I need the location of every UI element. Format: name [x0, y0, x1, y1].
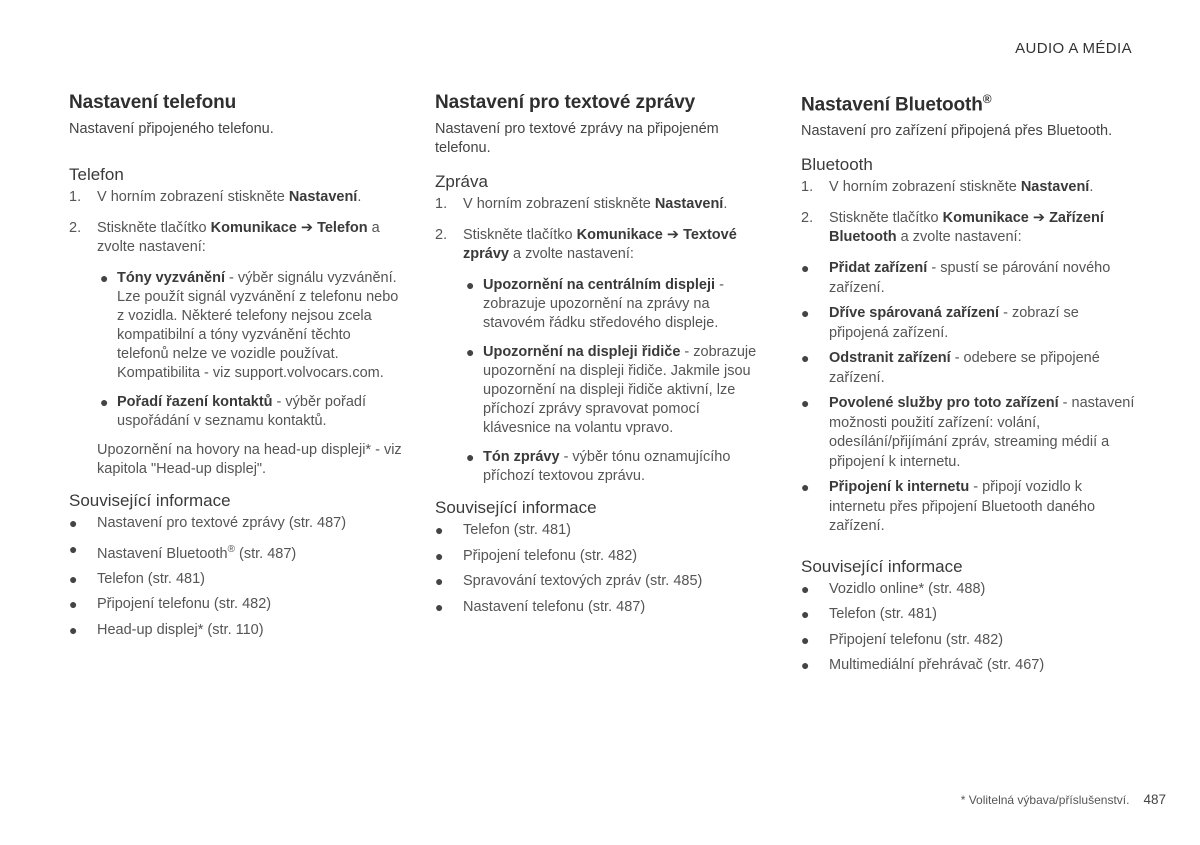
column-phone-settings	[69, 92, 404, 646]
step-number: 2.	[69, 220, 82, 236]
step-end: a zvolte nastavení:	[896, 229, 1022, 246]
related-title: Související informace	[435, 498, 597, 517]
option-item	[801, 394, 1136, 472]
bullet-icon: ●	[435, 547, 444, 564]
related-link[interactable]: ● Head-up displej* (str. 110)	[69, 621, 264, 638]
steps-list	[69, 188, 404, 479]
option-item	[463, 343, 770, 438]
step-number: 1.	[69, 189, 82, 205]
bullet-icon: ●	[100, 394, 109, 410]
section-header: AUDIO A MÉDIA	[1015, 40, 1132, 57]
bullet-icon: ●	[801, 606, 810, 623]
step-number: 1.	[801, 179, 814, 196]
option-text: - zobrazí se připojená zařízení.	[829, 305, 1079, 341]
step-end: a zvolte nastavení:	[508, 246, 634, 262]
step-bold: Nastavení	[654, 196, 724, 212]
related-link[interactable]: ● Připojení telefonu (str. 482)	[435, 547, 638, 564]
option-bold: Odstranit zařízení	[829, 350, 951, 367]
option-text: - výběr tónu oznamujícího příchozí textovou zprávu.	[483, 449, 731, 484]
option-item	[97, 269, 404, 383]
related-link[interactable]: ● Nastavení telefonu (str. 487)	[435, 598, 646, 615]
bullet-icon: ●	[801, 631, 810, 648]
related-link[interactable]: ● Nastavení Bluetooth® (str. 487)	[69, 540, 297, 562]
option-text: - výběr pořadí uspořádání v seznamu kontaktů.	[117, 394, 367, 429]
bullet-icon: ●	[466, 344, 475, 360]
step-item	[69, 219, 404, 479]
bullet-icon: ●	[801, 580, 810, 597]
step-bold: Komunikace ➔ Telefon	[210, 220, 368, 236]
bullet-icon: ●	[69, 621, 78, 638]
steps-list	[801, 178, 1136, 247]
option-text: - odebere se připojené zařízení.	[829, 350, 1100, 386]
page-number: 487	[1143, 792, 1166, 807]
step-bold: Komunikace ➔ Zařízení Bluetooth	[829, 210, 1104, 246]
option-bold: Povolené služby pro toto zařízení	[829, 395, 1059, 412]
step-item	[435, 226, 770, 486]
page-title: Nastavení telefonu	[69, 92, 237, 113]
step-end: .	[723, 196, 728, 212]
step-item	[801, 209, 1136, 247]
option-text: - spustí se párování nového zařízení.	[829, 260, 1111, 296]
option-item	[801, 349, 1136, 388]
subsection-title: Bluetooth	[801, 155, 873, 175]
step-text: V horním zobrazení stiskněte	[463, 196, 655, 212]
related-title: Související informace	[801, 556, 963, 576]
footnote: * Volitelná výbava/příslušenství.	[960, 793, 1130, 807]
related-title: Související informace	[69, 491, 231, 510]
bullet-icon: ●	[435, 573, 444, 589]
bullet-icon: ●	[69, 540, 78, 557]
option-bold: Přidat zařízení	[829, 260, 928, 277]
subsection-title: Zpráva	[435, 172, 488, 191]
option-bold: Upozornění na centrálním displeji	[483, 277, 716, 293]
option-bold: Tóny vyzvánění	[117, 270, 225, 286]
step-bold: Komunikace ➔ Textové zprávy	[463, 227, 737, 262]
option-text: - zobrazuje upozornění na zprávy na stavovém řádku středového displeje.	[483, 277, 724, 331]
bullet-icon: ●	[69, 596, 78, 613]
related-link[interactable]: ● Připojení telefonu (str. 482)	[69, 596, 272, 613]
related-link[interactable]: ● Vozidlo online* (str. 488)	[801, 580, 986, 597]
option-text: - nastavení možnosti použití zařízení: volání, odesílání/přijímání zpráv, streaming médií a připojení k internetu.	[829, 395, 1135, 470]
related-link[interactable]: ● Nastavení pro textové zprávy (str. 487)	[69, 515, 347, 531]
bullet-icon: ●	[466, 449, 475, 465]
step-bold: Nastavení	[288, 189, 358, 205]
option-bold: Připojení k internetu	[829, 479, 970, 496]
page-title: Nastavení pro textové zprávy	[435, 92, 696, 113]
subsection-title: Telefon	[69, 165, 124, 184]
related-link[interactable]: ● Multimediální přehrávač (str. 467)	[801, 657, 1045, 674]
related-link[interactable]: ● Spravování textových zpráv (str. 485)	[435, 573, 703, 589]
step-number: 2.	[801, 210, 814, 227]
page-title: Nastavení Bluetooth®	[801, 92, 992, 116]
related-list	[801, 580, 1136, 676]
intro-text: Nastavení pro textové zprávy na připojeném telefonu.	[435, 121, 719, 156]
option-item	[801, 259, 1136, 298]
option-item	[463, 448, 770, 486]
intro-text: Nastavení připojeného telefonu.	[69, 121, 274, 137]
step-bold: Nastavení	[1020, 179, 1090, 196]
related-link[interactable]: ● Telefon (str. 481)	[435, 522, 571, 538]
note-text: Upozornění na hovory na head-up displeji* - viz kapitola "Head-up displej".	[97, 442, 402, 477]
bullet-icon: ●	[801, 260, 810, 277]
step-number: 1.	[435, 196, 448, 212]
option-bold: Tón zprávy	[483, 449, 560, 465]
page-footer	[961, 792, 1166, 807]
related-link[interactable]: ● Telefon (str. 481)	[801, 606, 937, 623]
bullet-icon: ●	[69, 515, 78, 531]
bullet-icon: ●	[435, 522, 444, 538]
step-end: .	[357, 189, 362, 205]
step-text: Stiskněte tlačítko	[97, 220, 211, 236]
column-text-message-settings	[435, 92, 770, 623]
option-bold: Pořadí řazení kontaktů	[117, 394, 273, 410]
bullet-icon: ●	[801, 305, 810, 322]
step-item	[69, 188, 404, 207]
step-text: V horním zobrazení stiskněte	[97, 189, 289, 205]
option-list	[801, 259, 1136, 537]
option-item	[801, 478, 1136, 537]
related-list	[69, 514, 404, 640]
option-item	[463, 276, 770, 333]
related-list	[435, 521, 770, 617]
bullet-icon: ●	[801, 657, 810, 674]
step-text: Stiskněte tlačítko	[463, 227, 577, 243]
column-bluetooth-settings	[801, 92, 1136, 682]
bullet-icon: ●	[100, 270, 109, 286]
related-link[interactable]: ● Telefon (str. 481)	[69, 570, 205, 587]
step-end: .	[1089, 179, 1094, 196]
step-end: a zvolte nastavení:	[97, 220, 380, 255]
bullet-icon: ●	[435, 598, 444, 615]
bullet-icon: ●	[801, 479, 810, 496]
bullet-icon: ●	[801, 395, 810, 412]
bullet-icon: ●	[466, 277, 475, 293]
registered-mark: ®	[227, 543, 235, 555]
option-item	[97, 393, 404, 431]
option-item	[801, 304, 1136, 343]
option-list	[463, 276, 770, 486]
intro-text: Nastavení pro zařízení připojená přes Bluetooth.	[801, 123, 1113, 140]
related-link[interactable]: ● Připojení telefonu (str. 482)	[801, 631, 1004, 648]
option-text: - zobrazuje upozornění na displeji řidiče. Jakmile jsou upozornění na displeji řidiče aktivní, lze příchozí zprávy spravovat pomocí klávesnice na volantu vpravo.	[483, 344, 757, 436]
step-item	[435, 195, 770, 214]
step-text: V horním zobrazení stiskněte	[829, 179, 1021, 196]
option-bold: Upozornění na displeji řidiče	[483, 344, 681, 360]
step-number: 2.	[435, 227, 448, 243]
bullet-icon: ●	[69, 570, 78, 587]
option-list	[97, 269, 404, 431]
option-text: - připojí vozidlo k internetu přes připojení Bluetooth daného zařízení.	[829, 479, 1096, 535]
step-text: Stiskněte tlačítko	[829, 210, 943, 227]
steps-list	[435, 195, 770, 486]
registered-mark: ®	[982, 92, 992, 106]
bullet-icon: ●	[801, 350, 810, 367]
option-bold: Dříve spárovaná zařízení	[829, 305, 1000, 322]
option-text: - výběr signálu vyzvánění. Lze použít signál vyzvánění z telefonu nebo z vozidla. Některé telefony nejsou zcela kompatibilní a tóny vyzvánění těchto telefonů nelze ve vozidle používat. Kompatibilita - viz support.volvocars.com.	[117, 270, 399, 381]
step-item	[801, 178, 1136, 197]
